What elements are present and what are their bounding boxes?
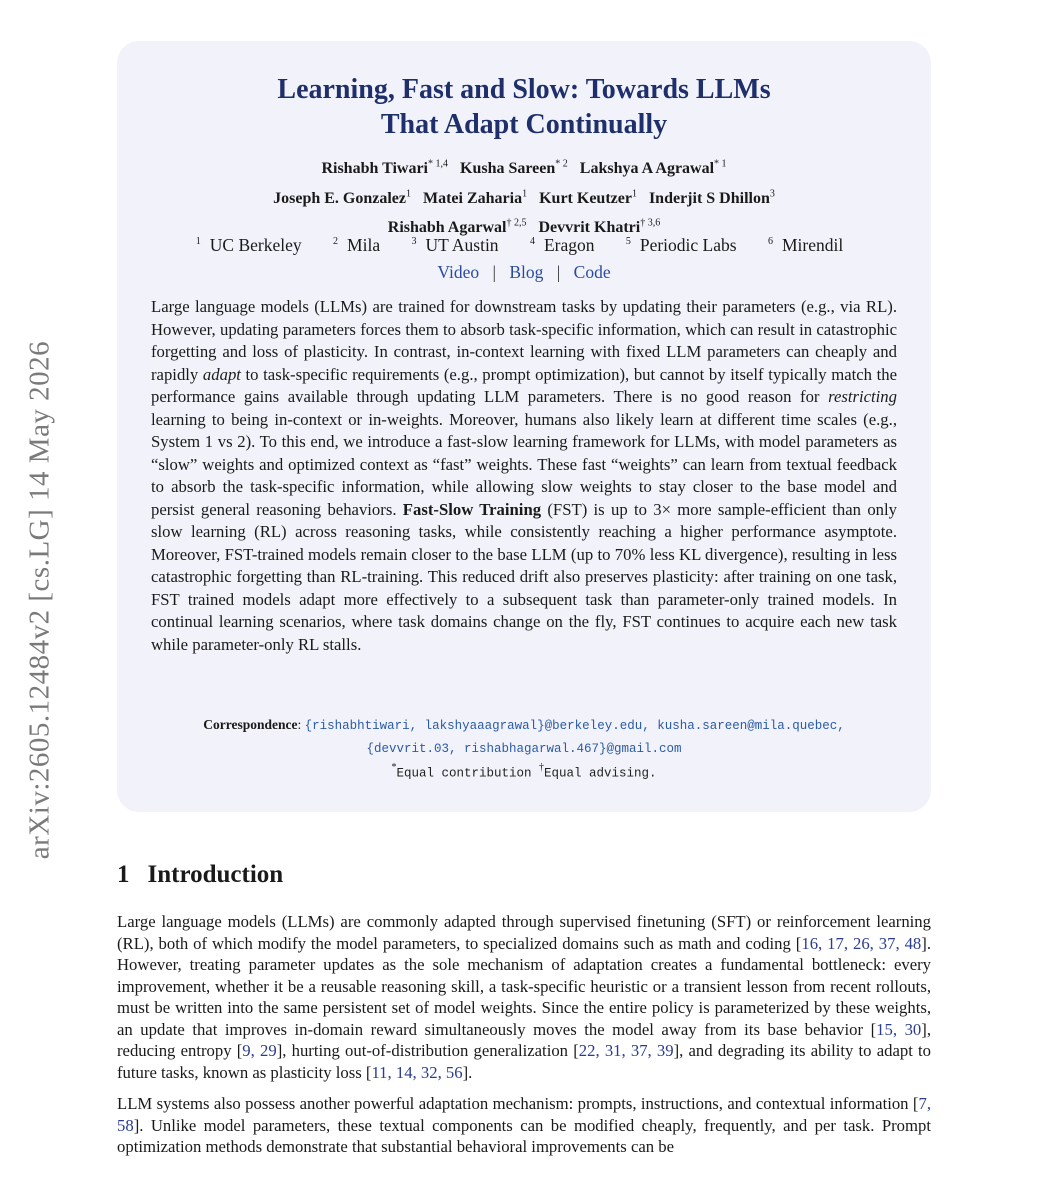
affiliation	[196, 235, 311, 255]
affiliation-name: Eragon	[543, 235, 595, 255]
title-line-1: Learning, Fast and Slow: Towards LLMs	[277, 74, 771, 105]
intro-text-run: ]. Unlike model parameters, these textual components can be modified cheaply, frequently, and per task. Prompt optimization methods demonstrate that substantial behavioral improvements can be	[117, 1115, 931, 1156]
abstract-emphasis: adapt	[202, 364, 241, 384]
correspondence-line-2	[151, 737, 897, 760]
affiliation	[333, 235, 389, 255]
section-title: Introduction	[147, 861, 284, 888]
resource-links	[0, 262, 1048, 283]
email-link[interactable]: {devvrit.03, rishabhagarwal.467}@gmail.com	[366, 742, 682, 756]
affiliation-number: 4	[529, 236, 535, 248]
citation-link[interactable]: 9, 29	[242, 1041, 277, 1060]
intro-text-run: Large language models (LLMs) are commonly adapted through supervised finetuning (SFT) or reinforcement learning (RL), both of which modify the model parameters, to specialized domains such as math and coding [	[117, 912, 931, 953]
abstract-method-name: Fast-Slow Training	[402, 499, 542, 519]
author-affiliation-marker: * 1	[714, 159, 727, 170]
section-number: 1	[117, 861, 130, 888]
affiliation	[411, 235, 507, 255]
author-list	[0, 152, 1048, 240]
affiliation-name: Mila	[347, 235, 381, 255]
affiliation-name: UC Berkeley	[209, 235, 302, 255]
correspondence-label: Correspondence	[203, 717, 298, 732]
author	[273, 190, 411, 207]
link-separator: |	[492, 262, 496, 282]
author-affiliation-marker: * 2	[555, 159, 568, 170]
author	[321, 160, 448, 177]
affiliation-number: 3	[411, 236, 417, 248]
paper-title	[0, 72, 1048, 142]
author-name: Devvrit Khatri	[538, 218, 641, 236]
introduction-body	[117, 911, 931, 1168]
email-link[interactable]: {rishabhtiwari, lakshyaaagrawal}@berkeley.edu, kusha.sareen@mila.quebec,	[304, 719, 845, 733]
author-name: Lakshya A Agrawal	[579, 160, 715, 178]
arxiv-sidebar-identifier: arXiv:2605.12484v2 [cs.LG] 14 May 2026	[23, 340, 56, 860]
abstract-text-run: learning to being in-context or in-weights. Moreover, humans also likely learn at different time scales (e.g., System 1 vs 2). To this end, we introduce a fast-slow learning framework for LLMs, with model parameters as “slow” weights and optimized context as “fast” weights. These fast “weights” can learn from textual feedback to absorb the task-specific information, while allowing slow weights to stay closer to the base model and persist general reasoning behaviors.	[151, 409, 897, 519]
author-affiliation-marker: 3	[769, 188, 775, 200]
abstract-text-run: to task-specific requirements (e.g., prompt optimization), but cannot by itself typically match the performance gains available through updating LLM parameters. There is no good reason for	[151, 364, 897, 406]
section-heading	[117, 861, 283, 889]
author	[539, 190, 637, 207]
contribution-note	[0, 762, 1048, 781]
citation-link[interactable]: 16, 17, 26, 37, 48	[801, 933, 922, 953]
author-name: Rishabh Tiwari	[321, 160, 428, 178]
author-affiliation-marker: 1	[406, 188, 411, 200]
citation-link[interactable]: 7, 58	[117, 1094, 931, 1135]
author	[423, 190, 527, 207]
author-row-2	[0, 181, 1048, 210]
affiliation-number: 6	[767, 236, 773, 248]
author-row-1	[0, 152, 1048, 181]
intro-text-run: ], and degrading its ability to adapt to future tasks, known as plasticity loss [	[117, 1041, 932, 1082]
author-name: Inderjit S Dhillon	[648, 189, 770, 207]
citation-link[interactable]: 11, 14, 32, 56	[371, 1062, 463, 1082]
abstract-emphasis: restricting	[828, 387, 897, 406]
equal-advising-marker: †	[539, 762, 544, 773]
affiliation-number: 2	[333, 236, 339, 248]
affiliation-name: Periodic Labs	[639, 235, 737, 255]
abstract-paragraph	[151, 296, 897, 656]
author-name: Matei Zaharia	[423, 189, 523, 207]
affiliation-number: 5	[625, 236, 631, 248]
author-affiliation-marker: † 2,5	[506, 217, 527, 229]
affiliation-number: 1	[195, 236, 201, 248]
affiliations	[0, 235, 1048, 256]
video-link[interactable]: Video	[437, 262, 480, 282]
correspondence	[151, 714, 897, 760]
affiliation-name: UT Austin	[425, 235, 499, 255]
intro-text-run: LLM systems also possess another powerful adaptation mechanism: prompts, instructions, and contextual information [	[117, 1094, 919, 1113]
correspondence-colon: :	[297, 717, 302, 732]
affiliation	[530, 235, 604, 255]
affiliation	[626, 235, 746, 255]
equal-advising-text: Equal advising.	[544, 766, 657, 781]
abstract-text-run: Large language models (LLMs) are trained for downstream tasks by updating their parameters (e.g., via RL). However, updating parameters forces them to absorb task-specific information, which can result in catastrophic forgetting and loss of plasticity. In contrast, in-context learning with fixed LLM parameters can cheaply and rapidly	[151, 297, 897, 384]
author	[388, 219, 527, 236]
equal-contribution-marker: *	[391, 762, 397, 773]
intro-paragraph	[117, 1093, 931, 1158]
author	[538, 219, 660, 236]
author-name: Joseph E. Gonzalez	[273, 189, 406, 207]
author-affiliation-marker: * 1,4	[428, 159, 448, 170]
intro-text-run: ]. However, treating parameter updates as the sole mechanism of adaptation creates a fundamental bottleneck: every improvement, whether it be a reusable reasoning skill, a task-specific heuristic or a transient lesson from recent rollouts, must be written into the same persistent set of model weights. Since the entire policy is parameterized by these weights, an update that improves in-domain reward simultaneously moves the model away from its base behavior [	[117, 933, 932, 1039]
author-name: Kurt Keutzer	[539, 189, 632, 207]
title-line-2: That Adapt Continually	[380, 109, 668, 140]
author-affiliation-marker: 1	[631, 188, 637, 200]
author-name: Kusha Sareen	[460, 160, 556, 178]
code-link[interactable]: Code	[573, 262, 611, 282]
author-name: Rishabh Agarwal	[387, 218, 507, 236]
author	[649, 190, 775, 207]
intro-text-run: ], hurting out-of-distribution generalization [	[276, 1041, 579, 1060]
link-separator: |	[556, 262, 561, 282]
affiliation	[768, 235, 852, 255]
author	[460, 160, 568, 177]
blog-link[interactable]: Blog	[509, 262, 544, 282]
abstract-text-run: (FST) is up to 3× more sample-efficient than only slow learning (RL) across reasoning tasks, while consistently reaching a higher performance asymptote. Moreover, FST-trained models remain closer to the base LLM (up to 70% less KL divergence), resulting in less catastrophic forgetting than RL-training. This reduced drift also preserves plasticity: after training on one task, FST trained models adapt more effectively to a subsequent task than parameter-only trained models. In continual learning scenarios, where task domains change on the fly, FST continues to acquire each new task while parameter-only RL stalls.	[151, 499, 897, 654]
author-affiliation-marker: † 3,6	[640, 217, 661, 229]
affiliation-name: Mirendil	[781, 235, 844, 255]
intro-text-run: ], reducing entropy [	[117, 1019, 931, 1060]
correspondence-line-1	[151, 714, 897, 737]
equal-contribution-text: Equal contribution	[396, 766, 539, 781]
citation-link[interactable]: 15, 30	[876, 1019, 922, 1039]
citation-link[interactable]: 22, 31, 37, 39	[578, 1041, 674, 1060]
author-affiliation-marker: 1	[522, 188, 528, 200]
intro-text-run: ].	[462, 1062, 473, 1082]
intro-paragraph	[117, 911, 931, 1083]
author	[580, 160, 727, 177]
